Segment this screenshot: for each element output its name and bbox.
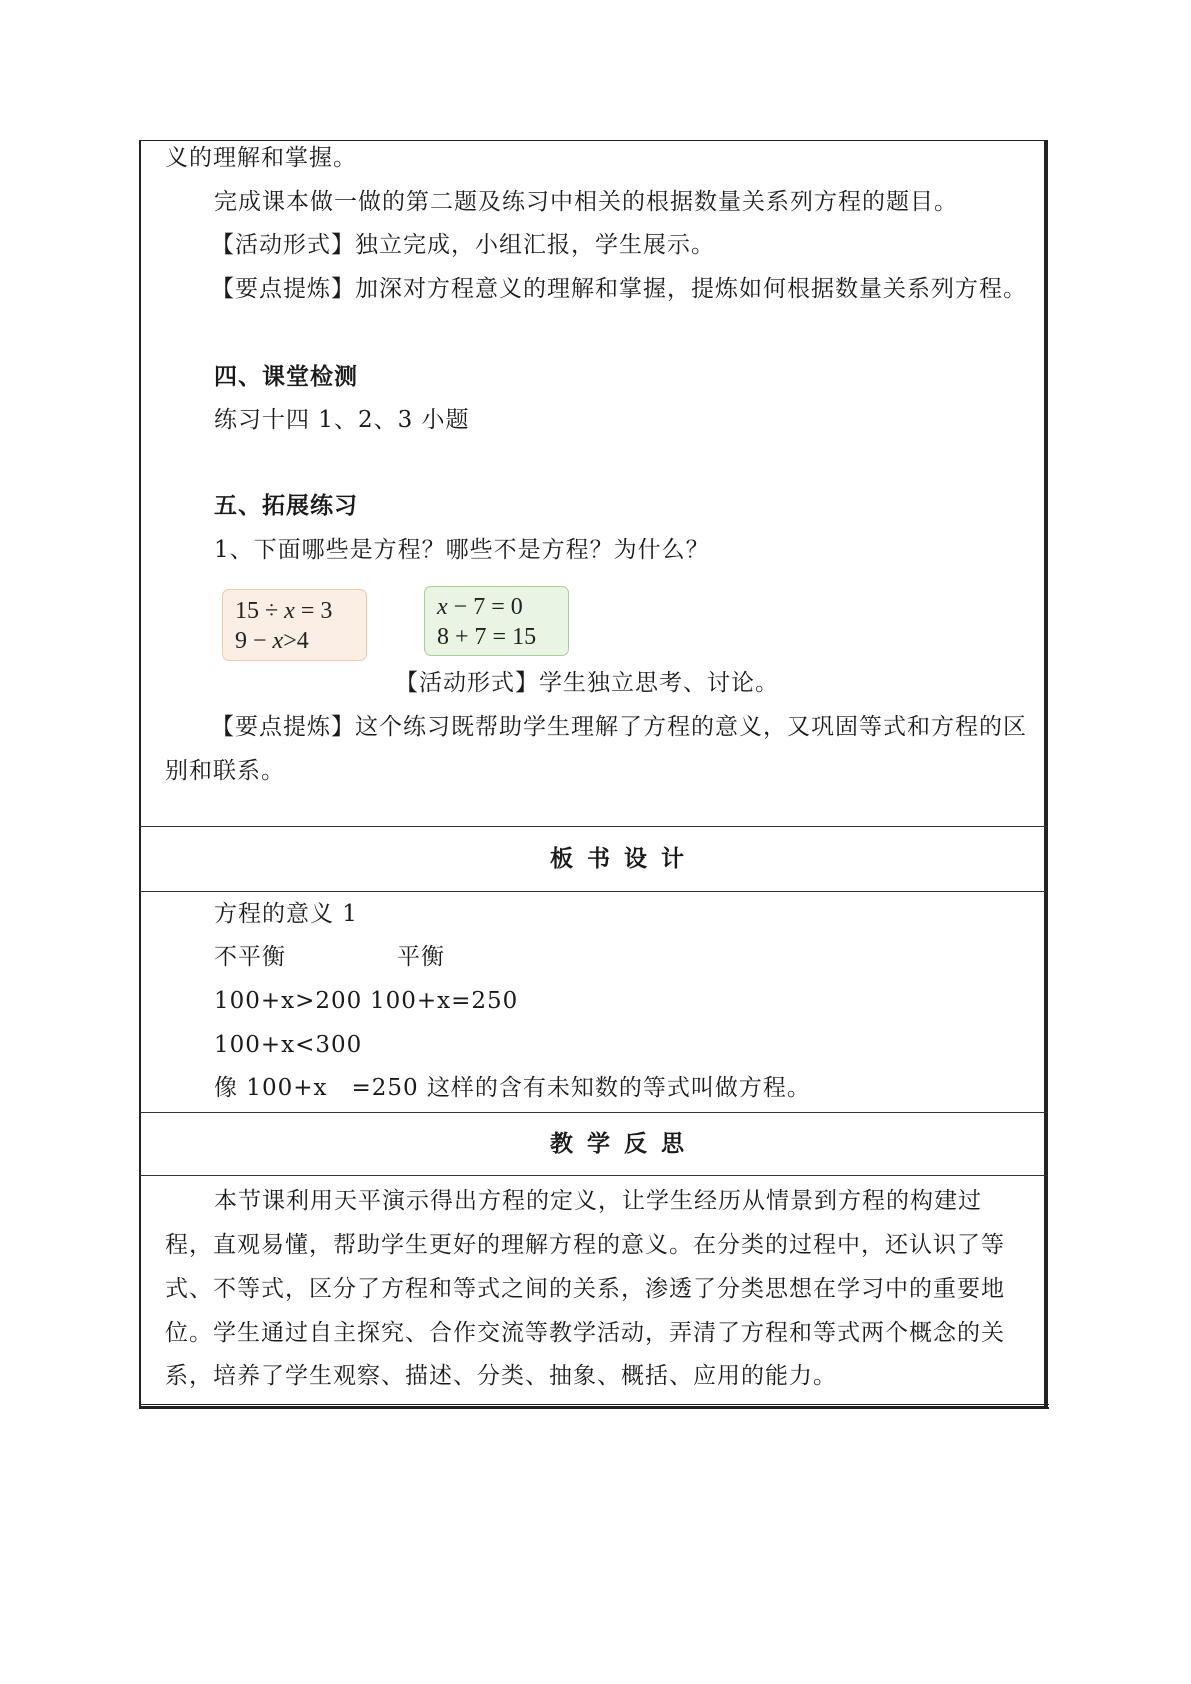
section-4-body: 练习十四 1、2、3 小题 [214, 407, 470, 433]
key-points-2-cont: 别和联系。 [165, 758, 285, 784]
reflection-line: 程，直观易懂，帮助学生更好的理解方程的意义。在分类的过程中，还认识了等 [165, 1232, 1005, 1258]
section-5-title: 五、拓展练习 [214, 492, 358, 519]
example-equal: 100+x=250 [370, 988, 519, 1014]
reflection-line: 本节课利用天平演示得出方程的定义，让学生经历从情景到方程的构建过 [214, 1188, 982, 1214]
board-design-heading: 板书设计 [550, 845, 698, 872]
reflection-line: 式、不等式，区分了方程和等式之间的关系，渗透了分类思想在学习中的重要地 [165, 1276, 1005, 1302]
reflection-line: 位。学生通过自主探究、合作交流等教学活动，弄清了方程和等式两个概念的关 [165, 1320, 1005, 1346]
equation-line: x − 7 = 0 [437, 594, 523, 620]
activity-form-2: 【活动形式】学生独立思考、讨论。 [395, 670, 779, 696]
board-title: 方程的意义 1 [214, 901, 358, 927]
section-4-title: 四、课堂检测 [214, 363, 358, 390]
row-divider-board-top [139, 826, 1047, 827]
question-1: 1、下面哪些是方程？哪些不是方程？为什么？ [214, 537, 710, 563]
table-outer-border-right [1044, 140, 1048, 1409]
table-outer-border-bottom [139, 1404, 1049, 1409]
example-less: 100+x<300 [214, 1032, 363, 1058]
equation-line: 15 ÷ x = 3 [235, 598, 333, 624]
key-points-1: 【要点提炼】加深对方程意义的理解和掌握，提炼如何根据数量关系列方程。 [211, 276, 1027, 302]
row-divider-reflection-bottom [139, 1175, 1047, 1176]
reflection-line: 系，培养了学生观察、描述、分类、抽象、概括、应用的能力。 [165, 1363, 837, 1389]
label-balanced: 平衡 [397, 944, 445, 970]
continued-line: 义的理解和掌握。 [165, 145, 357, 171]
key-points-2: 【要点提炼】这个练习既帮助学生理解了方程的意义，又巩固等式和方程的区 [211, 714, 1027, 740]
row-divider-reflection-top [139, 1112, 1047, 1113]
reflection-heading: 教学反思 [550, 1130, 698, 1157]
equation-card-right [424, 586, 569, 656]
inequality-line: 9 − x>4 [235, 628, 309, 654]
row-divider-board-bottom [139, 891, 1047, 892]
task-paragraph: 完成课本做一做的第二题及练习中相关的根据数量关系列方程的题目。 [214, 189, 958, 215]
equality-line: 8 + 7 = 15 [437, 624, 537, 650]
example-greater: 100+x>200 [214, 988, 363, 1014]
activity-form-1: 【活动形式】独立完成，小组汇报，学生展示。 [211, 232, 715, 258]
label-unbalanced: 不平衡 [214, 944, 286, 970]
equation-definition: 像 100+x =250 这样的含有未知数的等式叫做方程。 [214, 1075, 811, 1101]
equation-card-left [222, 589, 367, 661]
